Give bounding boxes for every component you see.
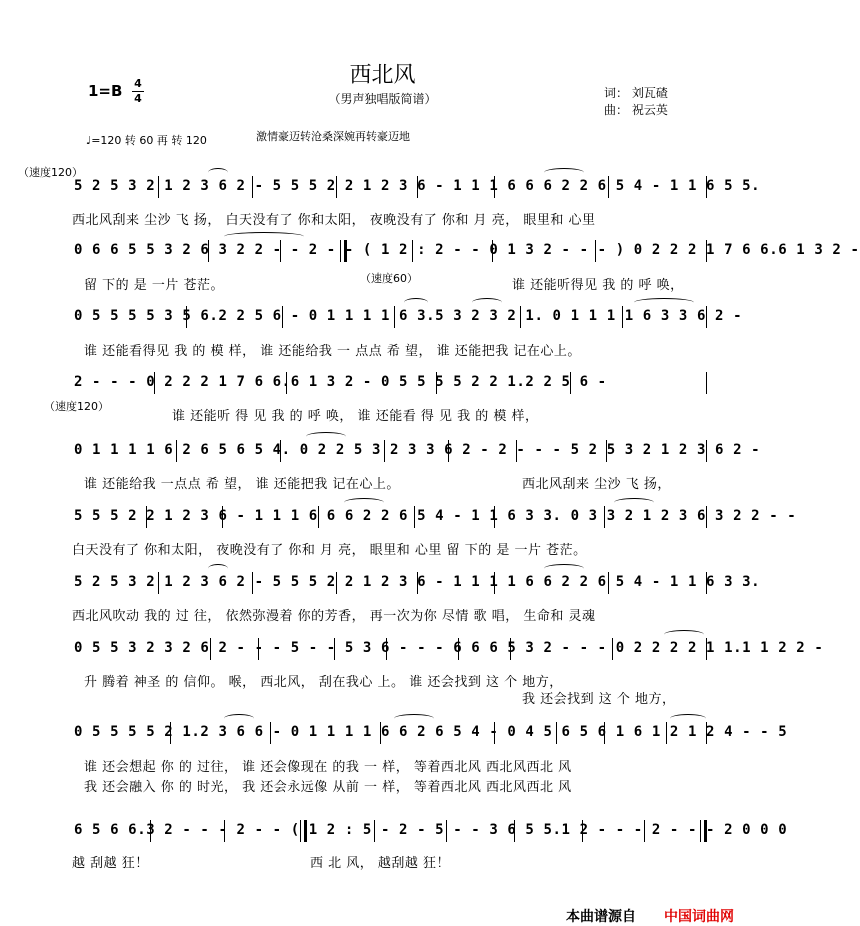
lyricist-credit: 词： 刘瓦碴 <box>604 86 668 100</box>
notation-line: 0 5 5 3 2 3 2 6 2 - - - 5 - - 5 3 6 - - - 6 6 6 5 3 2 - - - 0 2 2 2 2 1 1.1 1 2 2 - <box>74 640 824 656</box>
lyric-line-7: 西北风吹动 我的 过 往， 依然弥漫着 你的芳香， 再一次为你 尽情 歌 唱， 生命和 灵魂 <box>72 609 596 624</box>
speed-mark-120-return: （速度120） <box>44 400 109 413</box>
lyric-line-1: 西北风刮来 尘沙 飞 扬， 白天没有了 你和太阳， 夜晚没有了 你和 月 亮， 眼里和 心里 <box>72 213 596 228</box>
time-sig-numerator: 4 <box>134 77 142 90</box>
song-title: 西北风 <box>349 63 416 88</box>
time-signature <box>132 78 144 105</box>
lyric-line-4: 谁 还能听 得 见 我 的 呼 唤， 谁 还能看 得 见 我 的 模 样， <box>172 409 539 424</box>
score-line-3 <box>74 306 743 328</box>
score-line-9 <box>74 722 788 744</box>
footer-site[interactable]: 中国词曲网 <box>664 909 734 925</box>
mood-marking: 激情豪迈转沧桑深婉再转豪迈地 <box>256 130 410 143</box>
speed-mark-60: （速度60） <box>360 272 418 285</box>
lyric-line-2b: 谁 还能听得见 我 的 呼 唤， <box>512 278 684 293</box>
score-line-4 <box>74 372 708 394</box>
score-line-6 <box>74 506 797 528</box>
score-line-10 <box>74 820 788 842</box>
speed-mark-120: （速度120） <box>18 166 83 179</box>
song-subtitle: （男声独唱版简谱） <box>328 92 437 106</box>
notation-line: 0 5 5 5 5 3 5 6.2 2 5 6 - 0 1 1 1 1 6 3.5 3 2 3 2 1. 0 1 1 1 1 6 3 3 6 2 - <box>74 308 743 324</box>
lyric-line-3: 谁 还能看得见 我 的 模 样， 谁 还能给我 一 点点 希 望， 谁 还能把我 记在心上。 <box>84 344 581 359</box>
time-sig-denominator: 4 <box>134 92 142 105</box>
lyric-line-5b: 西北风刮来 尘沙 飞 扬， <box>522 477 671 492</box>
notation-line: 2 - - - 0 2 2 2 1 7 6 6.6 1 3 2 - 0 5 5 5 5 2 2 1.2 2 5 6 - <box>74 374 607 390</box>
notation-line: 0 5 5 5 5 2 1.2 3 6 6 - 0 1 1 1 1 6 6 2 6 5 4 - 0 4 5 6 5 6 1 6 1 2 1 2 4 - - 5 <box>74 724 788 740</box>
lyric-line-9b: 我 还会融入 你 的 时光， 我 还会永远像 从前 一 样， 等着西北风 西北风西北 风 <box>84 780 572 795</box>
lyric-line-2a: 留 下的 是 一片 苍茫。 <box>84 278 225 293</box>
composer-credit: 曲： 祝云英 <box>604 103 668 117</box>
notation-line: 5 5 5 2 2 1 2 3 6 - 1 1 1 6 6 6 2 2 6 5 4 - 1 1 6 3 3. 0 3 3 2 1 2 3 6 3 2 2 - - <box>74 508 797 524</box>
notation-line: 5 2 5 3 2 1 2 3 6 2 - 5 5 5 2 2 1 2 3 6 - 1 1 1 6 6 6 2 2 6 5 4 - 1 1 6 5 5. <box>74 178 761 194</box>
key-signature: 1=B <box>88 82 123 100</box>
lyric-line-5a: 谁 还能给我 一点点 希 望， 谁 还能把我 记在心上。 <box>84 477 400 492</box>
lyric-line-6: 白天没有了 你和太阳， 夜晚没有了 你和 月 亮， 眼里和 心里 留 下的 是 一片 苍茫。 <box>72 543 587 558</box>
lyric-line-8b: 我 还会找到 这 个 地方， <box>522 692 676 707</box>
footer-source: 本曲谱源自 <box>566 909 636 925</box>
lyric-line-10a: 越 刮越 狂！ <box>72 856 149 871</box>
tempo-marking: ♩=120 转 60 再 转 120 <box>86 134 207 147</box>
lyric-line-10b: 西 北 风， 越刮越 狂！ <box>310 856 451 871</box>
score-line-7 <box>74 572 761 594</box>
score-line-8 <box>74 638 824 660</box>
score-line-2 <box>74 240 860 262</box>
notation-line: 6 5 6 6.3 2 - - - 2 - - ( 1 2 : 5 - 2 - 5 - - 3 6 5 5.1 2 - - - 2 - - - 2 0 0 0 <box>74 822 788 838</box>
score-line-1 <box>74 176 761 198</box>
notation-line: 0 6 6 5 5 3 2 6 3 2 2 - - 2 - - ( 1 2 : 2 - - 0 1 3 2 - - - ) 0 2 2 2 1 7 6 6.6 1 3 2 - <box>74 242 860 258</box>
lyric-line-8a: 升 腾着 神圣 的 信仰。 喉， 西北风， 刮在我心 上。 谁 还会找到 这 个 地方， <box>84 675 563 690</box>
lyric-line-9a: 谁 还会想起 你 的 过往， 谁 还会像现在 的我 一 样， 等着西北风 西北风西北 风 <box>84 760 572 775</box>
notation-line: 5 2 5 3 2 1 2 3 6 2 - 5 5 5 2 2 1 2 3 6 - 1 1 1 1 6 6 2 2 6 5 4 - 1 1 6 3 3. <box>74 574 761 590</box>
score-line-5 <box>74 440 761 462</box>
notation-line: 0 1 1 1 1 6 2 6 5 6 5 4. 0 2 2 5 3 2 3 3 6 2 - 2 - - - 5 2 5 3 2 1 2 3 6 2 - <box>74 442 761 458</box>
